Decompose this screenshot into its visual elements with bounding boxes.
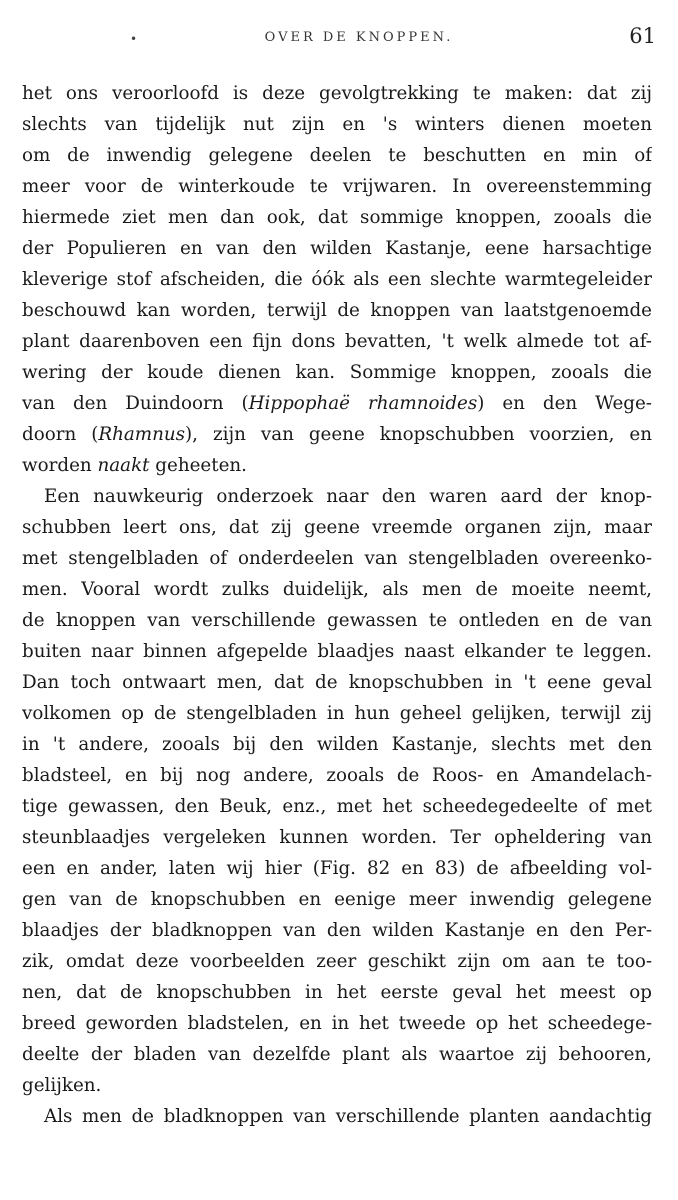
text-line: Als men de bladknoppen van verschillende planten aandachtig <box>44 1106 652 1127</box>
text-segment: worden <box>22 455 98 476</box>
text-line: volkomen op de stengelbladen in hun geheel gelijken, terwijl zij <box>22 703 652 724</box>
text-line: gen van de knopschubben en eenige meer inwendig gelegene <box>22 889 652 910</box>
text-line: tige gewassen, den Beuk, enz., met het scheedegedeelte of met <box>22 796 652 817</box>
text-line: der Populieren en van den wilden Kastanje, eene harsachtige <box>22 238 652 259</box>
text-line: Een nauwkeurig onderzoek naar den waren aard der knop- <box>44 486 652 507</box>
text-line <box>22 388 652 419</box>
text-line: bladsteel, en bij nog andere, zooals de Roos- en Amandelach- <box>22 765 652 786</box>
text-line: men. Vooral wordt zulks duidelijk, als men de moeite neemt, <box>22 579 652 600</box>
text-line <box>22 450 652 481</box>
text-line: gelijken. <box>22 1075 102 1096</box>
text-line: hiermede ziet men dan ook, dat sommige knoppen, zooals die <box>22 207 652 228</box>
running-header <box>22 18 656 58</box>
text-line: wering der koude dienen kan. Sommige knoppen, zooals die <box>22 362 652 383</box>
text-line: de knoppen van verschillende gewassen te ontleden en de van <box>22 610 652 631</box>
text-segment: van den Duindoorn ( <box>22 393 249 414</box>
text-line: kleverige stof afscheiden, die óók als een slechte warmtegeleider <box>22 269 652 290</box>
text-line: blaadjes der bladknoppen van den wilden Kastanje en den Per- <box>22 920 652 941</box>
text-line: om de inwendig gelegene deelen te beschutten en min of <box>22 145 652 166</box>
header-dot: • <box>130 32 138 46</box>
text-line: beschouwd kan worden, terwijl de knoppen van laatstgenoemde <box>22 300 652 321</box>
running-title: OVER DE KNOPPEN. <box>264 30 454 45</box>
body-text <box>22 78 652 1132</box>
text-line <box>22 419 652 450</box>
page-number: 61 <box>629 24 656 48</box>
text-segment: ), zijn van geene knopschubben voorzien, en <box>185 424 652 445</box>
text-line: buiten naar binnen afgepelde blaadjes naast elkander te leggen. <box>22 641 652 662</box>
text-line: in 't andere, zooals bij den wilden Kastanje, slechts met den <box>22 734 652 755</box>
text-line: met stengelbladen of onderdeelen van stengelbladen overeenko- <box>22 548 652 569</box>
text-line: een en ander, laten wij hier (Fig. 82 en 83) de afbeelding vol- <box>22 858 652 879</box>
text-line: slechts van tijdelijk nut zijn en 's winters dienen moeten <box>22 114 652 135</box>
italic-term: Hippophaë rhamnoides <box>248 393 478 414</box>
text-line: nen, dat de knopschubben in het eerste geval het meest op <box>22 982 652 1003</box>
text-line: steunblaadjes vergeleken kunnen worden. Ter opheldering van <box>22 827 652 848</box>
text-line: het ons veroorloofd is deze gevolgtrekking te maken: dat zij <box>22 83 652 104</box>
text-segment: doorn ( <box>22 424 99 445</box>
text-line: schubben leert ons, dat zij geene vreemde organen zijn, maar <box>22 517 652 538</box>
text-line: Dan toch ontwaart men, dat de knopschubben in 't eene geval <box>22 672 652 693</box>
text-line: zik, omdat deze voorbeelden zeer geschikt zijn om aan te too- <box>22 951 652 972</box>
text-line: breed geworden bladstelen, en in het tweede op het scheedege- <box>22 1013 652 1034</box>
italic-term: naakt <box>97 455 150 476</box>
text-segment: geheeten. <box>149 455 247 476</box>
text-line: meer voor de winterkoude te vrijwaren. In overeenstemming <box>22 176 652 197</box>
text-line: deelte der bladen van dezelfde plant als waartoe zij behooren, <box>22 1044 652 1065</box>
text-line: plant daarenboven een fijn dons bevatten, 't welk almede tot af- <box>22 331 652 352</box>
italic-term: Rhamnus <box>98 424 186 445</box>
text-segment: ) en den Wege- <box>477 393 652 414</box>
